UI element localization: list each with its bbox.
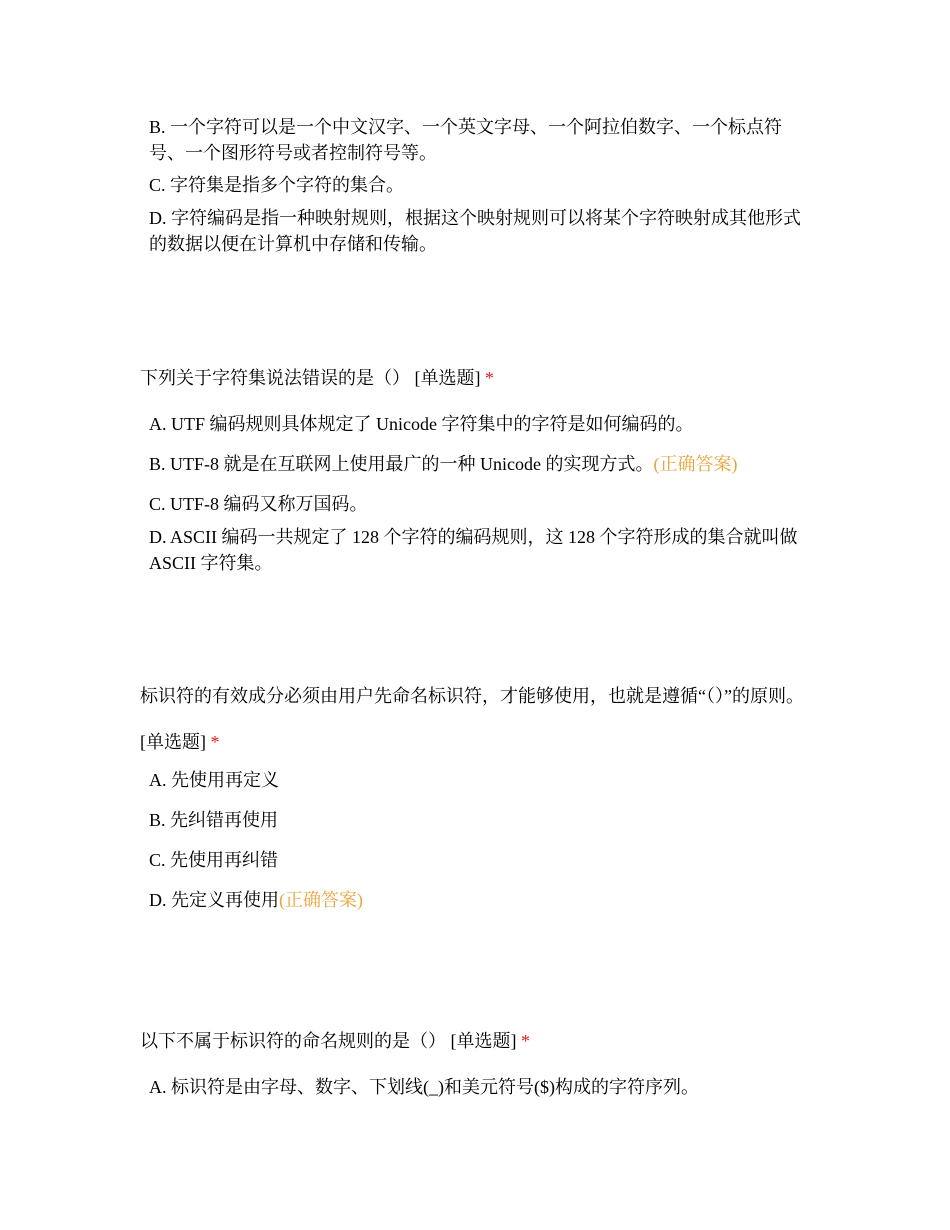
question-stem: 下列关于字符集说法错误的是（） — [140, 368, 410, 388]
option-text: 标识符是由字母、数字、下划线(_)和美元符号($)构成的字符序列。 — [171, 1077, 699, 1097]
option-letter: A. — [149, 1077, 167, 1097]
option-text: UTF-8 就是在互联网上使用最广的一种 Unicode 的实现方式。 — [170, 454, 654, 474]
option-prev-c[interactable] — [149, 172, 809, 198]
option-a[interactable] — [149, 1074, 809, 1100]
option-letter: B. — [149, 454, 166, 474]
question-title — [140, 365, 820, 391]
option-c[interactable] — [149, 491, 809, 517]
option-text: 先使用再纠错 — [170, 850, 279, 870]
option-letter: B. — [149, 117, 166, 137]
option-c[interactable] — [149, 847, 809, 873]
question-type: [单选题] — [140, 732, 206, 752]
option-letter: D. — [149, 208, 167, 228]
question-stem: 以下不属于标识符的命名规则的是（） — [140, 1031, 446, 1051]
question-type: [单选题] — [414, 368, 481, 388]
option-letter: B. — [149, 810, 166, 830]
correct-answer-label: (正确答案) — [653, 454, 738, 474]
option-text: 一个字符可以是一个中文汉字、一个英文字母、一个阿拉伯数字、一个标点符号、一个图形符号或者控制符号等。 — [149, 117, 783, 163]
required-mark: * — [485, 368, 494, 388]
option-text: 字符集是指多个字符的集合。 — [170, 175, 405, 195]
option-letter: A. — [149, 414, 167, 434]
question-title — [140, 1028, 820, 1054]
option-text: 字符编码是指一种映射规则，根据这个映射规则可以将某个字符映射成其他形式的数据以便在计算机中存储和传输。 — [149, 208, 801, 254]
option-a[interactable] — [149, 767, 809, 793]
option-d[interactable] — [149, 524, 809, 576]
option-text: UTF-8 编码又称万国码。 — [170, 494, 368, 514]
option-text: UTF 编码规则具体规定了 Unicode 字符集中的字符是如何编码的。 — [171, 414, 694, 434]
option-a[interactable] — [149, 411, 809, 437]
option-d[interactable] — [149, 887, 809, 913]
option-letter: D. — [149, 527, 167, 547]
option-text: 先使用再定义 — [171, 770, 279, 790]
question-stem: 标识符的有效成分必须由用户先命名标识符，才能够使用，也就是遵循“（）”的原则。 — [140, 686, 804, 706]
option-text: 先定义再使用 — [171, 890, 279, 910]
option-prev-d[interactable] — [149, 205, 809, 257]
correct-answer-label: (正确答案) — [279, 890, 363, 910]
question-type: [单选题] — [450, 1031, 517, 1051]
option-letter: C. — [149, 850, 166, 870]
option-text: ASCII 编码一共规定了 128 个字符的编码规则，这 128 个字符形成的集合就叫做 ASCII 字符集。 — [149, 527, 798, 573]
required-mark: * — [210, 732, 220, 752]
option-text: 先纠错再使用 — [170, 810, 279, 830]
option-letter: A. — [149, 770, 167, 790]
option-prev-b[interactable] — [149, 114, 809, 166]
option-b[interactable] — [149, 451, 809, 477]
option-letter: C. — [149, 175, 166, 195]
option-letter: D. — [149, 890, 167, 910]
question-title — [140, 673, 820, 765]
required-mark: * — [521, 1031, 530, 1051]
option-letter: C. — [149, 494, 166, 514]
option-b[interactable] — [149, 807, 809, 833]
